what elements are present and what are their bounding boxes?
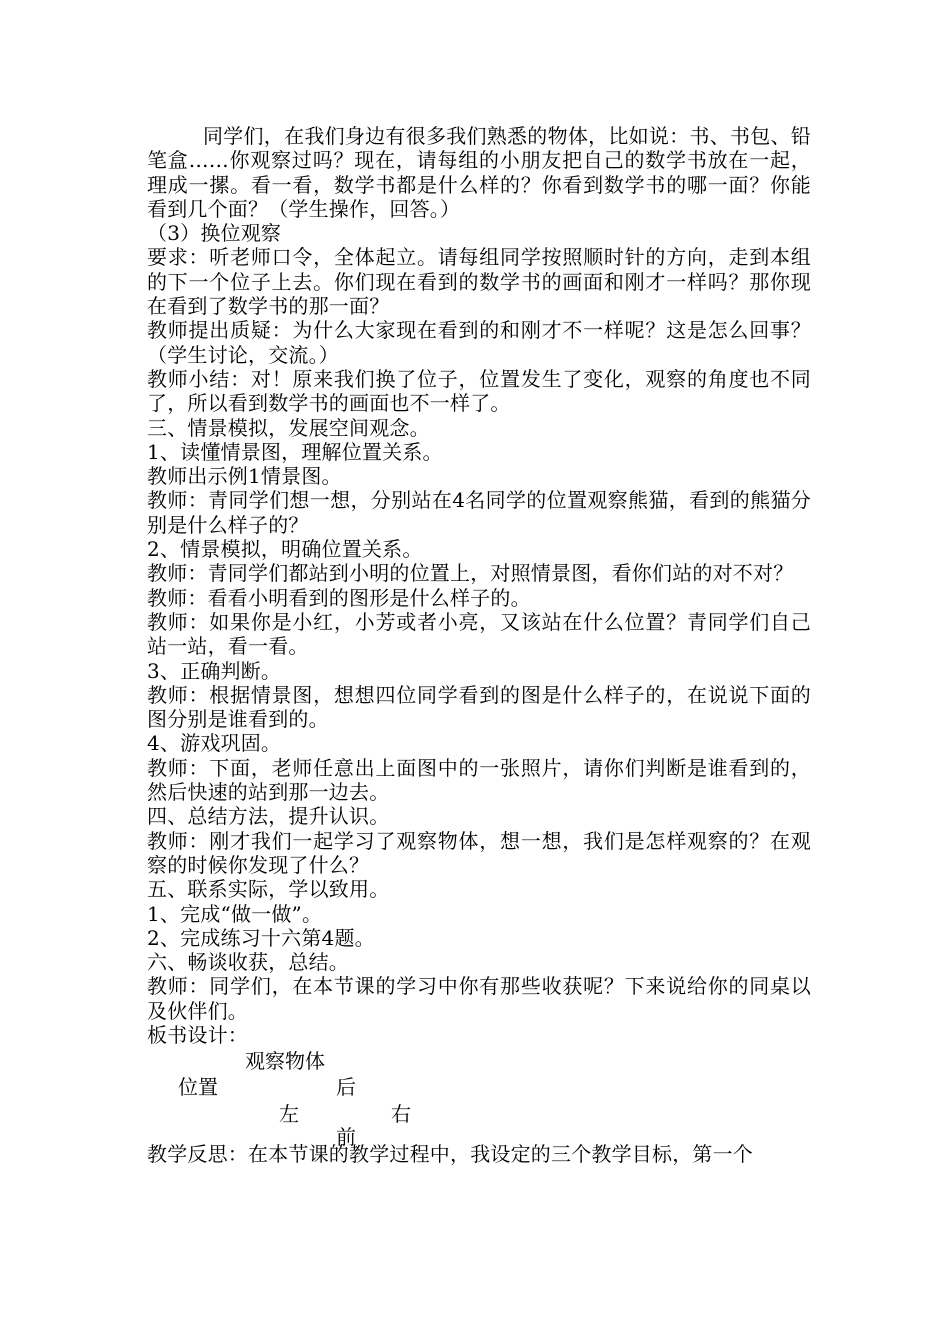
intro-paragraph: 同学们，在我们身边有很多我们熟悉的物体，比如说：书、书包、铅笔盒……你观察过吗？现在，请每组的小朋友把自己的数学书放在一起，理成一摞。看一看，数学书都是什么样的？你看到数学书的哪一面？你能看到几个面？（学生操作，回答。）: [147, 124, 811, 221]
list-item-do-one: 1、完成“做一做”。: [147, 901, 323, 926]
board-design: [147, 1047, 811, 1150]
board-position: 位置: [178, 1075, 218, 1100]
list-item-exercise: 2、完成练习十六第4题。: [147, 925, 375, 950]
paragraph-teacher-if: 教师：如果你是小红，小芳或者小亮，又该站在什么位置？青同学们自己站一站，看一看。: [147, 609, 811, 659]
heading-step-1: 1、读懂情景图，理解位置关系。: [147, 439, 443, 464]
heading-section-6: 六、畅谈收获，总结。: [147, 950, 349, 975]
paragraph-teacher-think: 教师：青同学们想一想，分别站在4名同学的位置观察熊猫，看到的熊猫分别是什么样子的？: [147, 488, 811, 537]
paragraph-example: 教师出示例1情景图。: [147, 464, 342, 489]
paragraph-teacher-game: 教师：下面，老师任意出上面图中的一张照片，请你们判断是谁看到的，然后快速的站到那一边去。: [147, 755, 811, 805]
paragraph-requirement: 要求：听老师口令，全体起立。请每组同学按照顺时针的方向，走到本组的下一个位子上去。你们现在看到的数学书的画面和刚才一样吗？那你现在看到了数学书的那一面？: [147, 245, 811, 319]
heading-board-design: 板书设计：: [147, 1022, 248, 1047]
heading-step-4: 4、游戏巩固。: [147, 731, 282, 756]
heading-section-4: 四、总结方法，提升认识。: [147, 804, 390, 829]
paragraph-teacher-recap: 教师：刚才我们一起学习了观察物体，想一想，我们是怎样观察的？在观察的时候你发现了什么？: [147, 828, 811, 877]
document-body: [147, 124, 811, 1167]
board-left: 左: [279, 1102, 299, 1127]
paragraph-teacher-harvest: 教师：同学们，在本节课的学习中你有那些收获呢？下来说给你的同桌以及伙伴们。: [147, 974, 811, 1023]
heading-step-2: 2、情景模拟，明确位置关系。: [147, 537, 423, 562]
paragraph-teacher-stand: 教师：青同学们都站到小明的位置上，对照情景图，看你们站的对不对？: [147, 561, 794, 586]
paragraph-teacher-summary: 教师小结：对！原来我们换了位子，位置发生了变化，观察的角度也不同了，所以看到数学书的画面也不一样了。: [147, 366, 811, 416]
board-front: 前: [336, 1125, 356, 1150]
board-title: 观察物体: [245, 1049, 325, 1074]
heading-swap-observation: （3）换位观察: [147, 221, 282, 246]
board-back: 后: [336, 1075, 356, 1100]
heading-section-5: 五、联系实际，学以致用。: [147, 877, 390, 902]
paragraph-teacher-question: 教师提出质疑：为什么大家现在看到的和刚才不一样呢？这是怎么回事？（学生讨论，交流。）: [147, 318, 811, 367]
paragraph-reflection: 教学反思：在本节课的教学过程中，我设定的三个教学目标，第一个: [147, 1142, 753, 1167]
board-right: 右: [391, 1102, 411, 1127]
heading-section-3: 三、情景模拟，发展空间观念。: [147, 415, 430, 440]
paragraph-teacher-judge: 教师：根据情景图，想想四位同学看到的图是什么样子的，在说说下面的图分别是谁看到的。: [147, 682, 811, 732]
heading-step-3: 3、正确判断。: [147, 658, 282, 683]
paragraph-teacher-look: 教师：看看小明看到的图形是什么样子的。: [147, 585, 531, 610]
